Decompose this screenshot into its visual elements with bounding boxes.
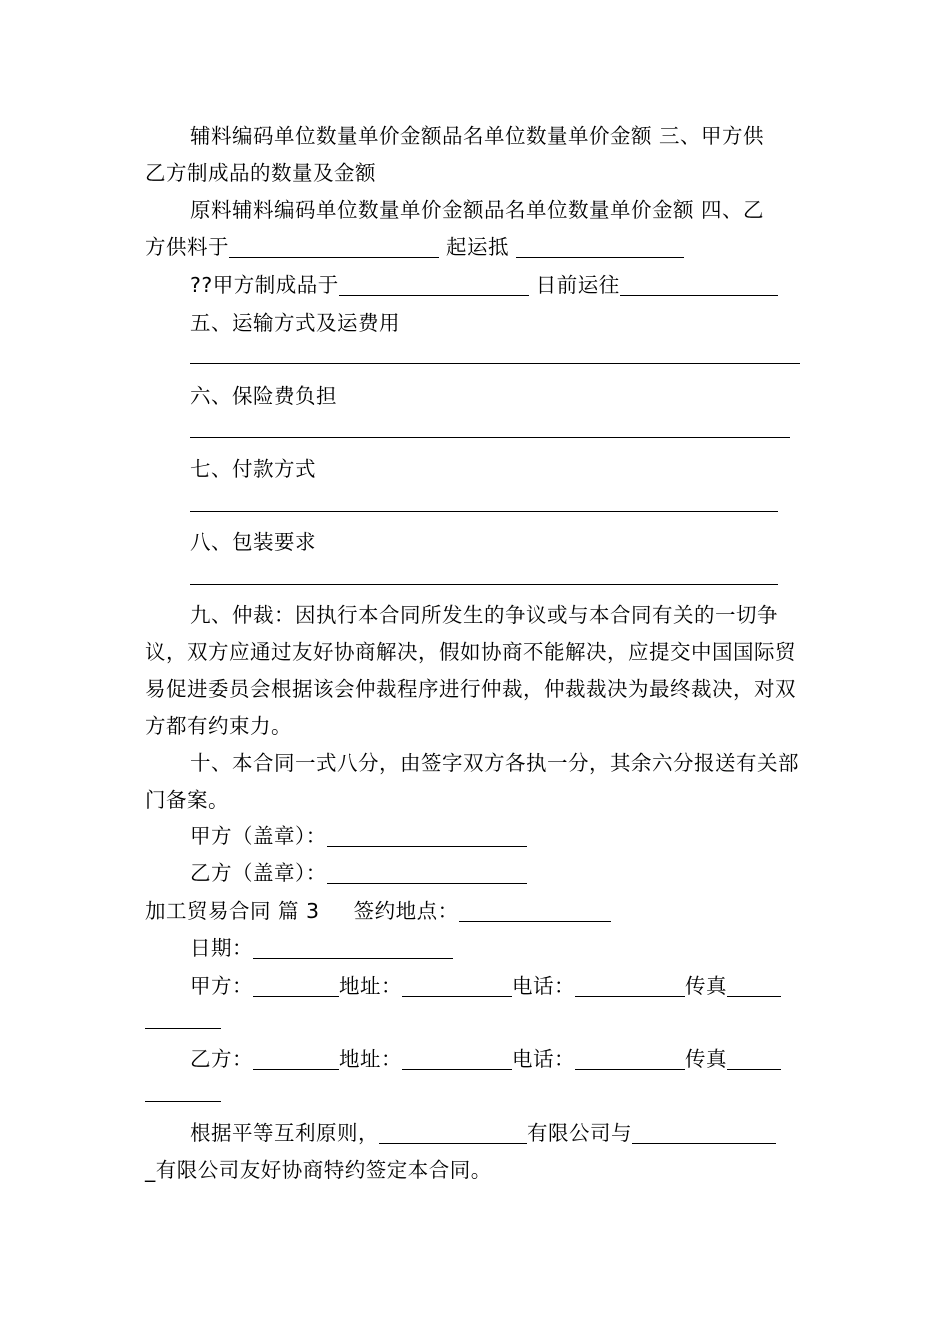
text-s9: 九、仲裁：因执行本合同所发生的争议或与本合同有关的一切争议，双方应通过友好协商解决，假如协商不能解决，应提交中国国际贸易促进委员会根据该会仲裁程序进行仲裁，仲裁裁决为最终裁决，对双方都有约束力。 (145, 603, 796, 738)
text-sign-place: 签约地点： (353, 899, 459, 923)
date-line (190, 930, 810, 967)
blank-payment[interactable] (190, 510, 778, 512)
blank-party-b-phone[interactable] (575, 1047, 685, 1070)
text-principle-mid: 有限公司与 (527, 1121, 632, 1145)
text-principle-pre: 根据平等互利原则， (190, 1121, 379, 1145)
blank-supply-date[interactable] (229, 235, 439, 258)
blank-party-a-fax[interactable] (727, 974, 781, 997)
blank-packaging[interactable] (190, 583, 778, 585)
text-l3-pre: ??甲方制成品于 (190, 273, 339, 297)
blank-party-a-name[interactable] (253, 974, 339, 997)
blank-insurance[interactable] (190, 436, 790, 438)
text-party-a-seal: 甲方（盖章）： (190, 824, 327, 848)
blank-company-a[interactable] (379, 1121, 527, 1144)
section-6-heading (190, 378, 810, 415)
blank-party-a-address[interactable] (402, 974, 512, 997)
blank-ship-to[interactable] (620, 273, 778, 296)
text-l1a: 辅料编码单位数量单价金额品名单位数量单价金额 三、甲方供 (190, 124, 765, 148)
text-date: 日期： (190, 936, 253, 960)
section-5-heading (190, 305, 810, 342)
blank-party-a-phone[interactable] (575, 974, 685, 997)
party-b-info-line (190, 1041, 810, 1078)
text-l1b: 乙方制成品的数量及金额 (145, 161, 376, 185)
text-s5: 五、运输方式及运费用 (190, 311, 400, 335)
blank-party-b-seal[interactable] (327, 861, 527, 884)
text-s7: 七、付款方式 (190, 457, 316, 481)
text-party-b-address: 地址： (339, 1047, 402, 1071)
text-l2a: 原料辅料编码单位数量单价金额品名单位数量单价金额 四、乙 (190, 198, 765, 222)
text-s10: 十、本合同一式八分，由签字双方各执一分，其余六分报送有关部门备案。 (145, 751, 799, 812)
text-party-b: 乙方： (190, 1047, 253, 1071)
section-9-arbitration (145, 597, 810, 745)
principle-line (190, 1115, 810, 1152)
text-l3-mid: 日前运往 (528, 273, 620, 297)
text-party-b-phone: 电话： (512, 1047, 575, 1071)
section-7-heading (190, 451, 810, 488)
blank-sign-place[interactable] (459, 899, 611, 922)
text-party-b-seal: 乙方（盖章）： (190, 861, 327, 885)
principle-line-2 (145, 1152, 810, 1189)
doc-title: 加工贸易合同 篇 3 (145, 899, 320, 923)
party-b-seal-line (190, 855, 810, 892)
text-s6: 六、保险费负担 (190, 384, 337, 408)
section-8-heading (190, 524, 810, 561)
blank-party-a-fax-cont[interactable] (145, 1027, 221, 1029)
section-10-copies (145, 745, 810, 819)
blank-party-b-address[interactable] (402, 1047, 512, 1070)
line-1a (190, 118, 810, 155)
blank-transport[interactable] (190, 362, 800, 364)
party-a-seal-line (190, 818, 810, 855)
line-1b (145, 155, 810, 192)
text-party-a-phone: 电话： (512, 974, 575, 998)
text-party-b-fax: 传真 (685, 1047, 727, 1071)
text-principle-end: _有限公司友好协商特约签定本合同。 (145, 1158, 492, 1182)
party-a-info-line (190, 968, 810, 1005)
line-2b (145, 229, 810, 266)
text-party-a: 甲方： (190, 974, 253, 998)
blank-party-a-seal[interactable] (327, 824, 527, 847)
text-party-a-address: 地址： (339, 974, 402, 998)
blank-party-b-fax-cont[interactable] (145, 1100, 221, 1102)
text-l2b-mid: 起运抵 (439, 235, 517, 259)
blank-product-date[interactable] (339, 273, 529, 296)
blank-party-b-name[interactable] (253, 1047, 339, 1070)
blank-date[interactable] (253, 936, 453, 959)
blank-destination[interactable] (516, 235, 684, 258)
title-and-place-line (145, 893, 810, 930)
text-l2b-pre: 方供料于 (145, 235, 229, 259)
blank-party-b-fax[interactable] (727, 1047, 781, 1070)
line-3 (190, 267, 810, 304)
line-2a (190, 192, 810, 229)
text-s8: 八、包装要求 (190, 530, 316, 554)
blank-company-b[interactable] (632, 1121, 776, 1144)
text-party-a-fax: 传真 (685, 974, 727, 998)
